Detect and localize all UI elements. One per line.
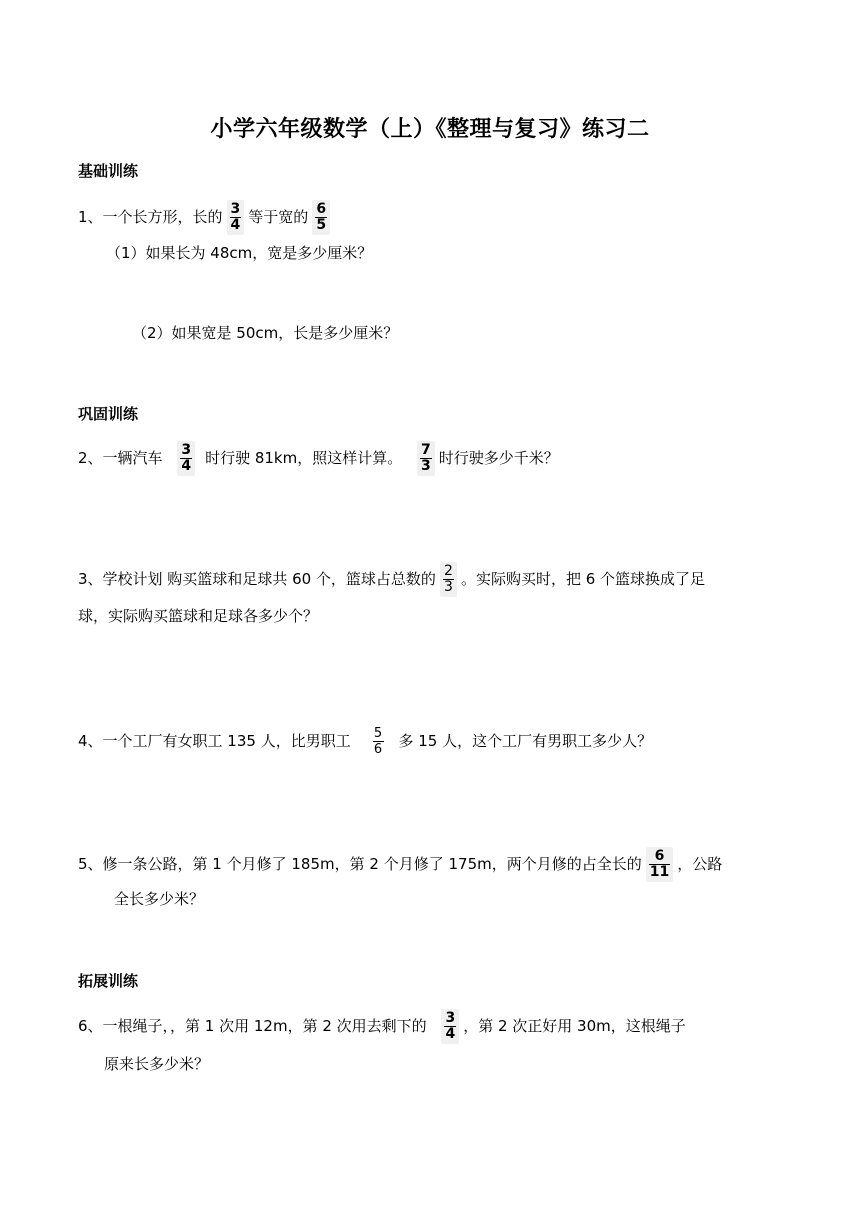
fraction-3-4: $\frac{3}{4}$ xyxy=(177,441,195,476)
fraction-3-4: $\frac{3}{4}$ xyxy=(441,1009,459,1044)
question-6-prefix: 6、一根绳子，，第 1 次用 12m，第 2 次用去剩下的 xyxy=(78,1017,427,1035)
question-3-prefix: 3、学校计划 购买篮球和足球共 60 个，篮球占总数的 xyxy=(78,570,436,588)
question-1-prefix: 1、一个长方形，长的 xyxy=(78,208,223,226)
question-1-mid: 等于宽的 xyxy=(248,208,309,226)
question-3-line-2: 球，实际购买篮球和足球各多少个？ xyxy=(78,607,319,625)
question-6-suffix: ，第 2 次正好用 30m，这根绳子 xyxy=(463,1017,686,1035)
fraction-3-4: $\frac{3}{4}$ xyxy=(227,200,245,235)
page-title: 小学六年级数学（上）《整理与复习》练习二 xyxy=(210,117,650,142)
question-5-suffix: ，公路 xyxy=(677,855,723,873)
fraction-6-11: $\frac{6}{11}$ xyxy=(646,847,673,882)
question-2-suffix: 时行驶多少千米？ xyxy=(438,449,559,467)
question-4 xyxy=(78,724,652,759)
question-3-suffix: 。实际购买时，把 6 个篮球换成了足 xyxy=(460,570,706,588)
fraction-6-5: $\frac{6}{5}$ xyxy=(312,200,330,235)
question-4-prefix: 4、一个工厂有女职工 135 人，比男职工 xyxy=(78,732,351,750)
question-5-line-2: 全长多少米？ xyxy=(114,890,205,908)
fraction-2-3: $\frac{2}{3}$ xyxy=(440,562,457,597)
question-6-line-1 xyxy=(78,1009,686,1044)
section-extend-heading: 拓展训练 xyxy=(78,972,139,990)
question-5-line-1 xyxy=(78,847,722,882)
question-6-line-2: 原来长多少米？ xyxy=(104,1055,210,1073)
question-2 xyxy=(78,441,559,476)
section-consolidate-heading: 巩固训练 xyxy=(78,405,139,423)
question-4-suffix: 多 15 人，这个工厂有男职工多少人？ xyxy=(398,732,653,750)
question-1-sub-2: （2）如果宽是 50cm，长是多少厘米？ xyxy=(132,324,399,342)
question-1 xyxy=(78,200,334,235)
question-2-prefix: 2、一辆汽车 xyxy=(78,449,163,467)
question-3-line-1 xyxy=(78,562,705,597)
fraction-5-6: $\frac{5}{6}$ xyxy=(373,726,383,757)
fraction-7-3: $\frac{7}{3}$ xyxy=(417,441,435,476)
question-2-mid: 时行驶 81km，照这样计算。 xyxy=(205,449,403,467)
section-basic-heading: 基础训练 xyxy=(78,162,139,180)
question-1-sub-1: （1）如果长为 48cm，宽是多少厘米？ xyxy=(106,244,373,262)
question-5-prefix: 5、修一条公路，第 1 个月修了 185m，第 2 个月修了 175m，两个月修的占全长的 xyxy=(78,855,642,873)
